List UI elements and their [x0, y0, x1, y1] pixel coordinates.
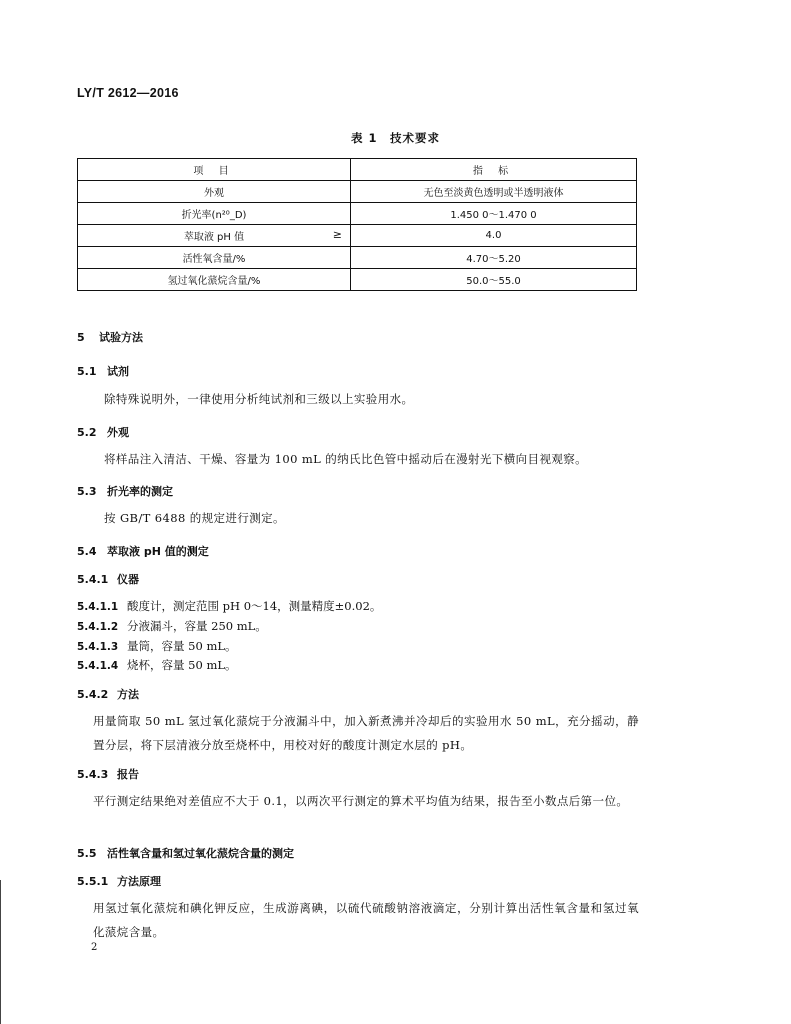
row-item: 活性氧含量/% [78, 247, 351, 269]
row-item [78, 225, 351, 247]
row-value: 50.0～55.0 [351, 269, 637, 291]
section-5-1-heading [77, 363, 129, 379]
list-item [77, 618, 267, 634]
section-title: 试验方法 [99, 331, 143, 344]
section-number: 5.4.1 [77, 573, 109, 586]
section-5-4-3-text: 平行测定结果绝对差值应不大于 0.1，以两次平行测定的算术平均值为结果，报告至小数点后第一位。 [93, 794, 629, 808]
scan-edge-line [0, 880, 1, 1024]
section-5-3-text: 按 GB/T 6488 的规定进行测定。 [104, 511, 285, 525]
item-number: 5.4.1.3 [77, 641, 119, 653]
tech-requirements-table [77, 158, 637, 291]
section-title: 方法原理 [117, 875, 161, 888]
item-text: 分液漏斗，容量 250 mL。 [127, 619, 267, 633]
section-title: 活性氧含量和氢过氧化蒎烷含量的测定 [107, 847, 294, 860]
column-header-index: 指 标 [351, 159, 637, 181]
section-title: 方法 [117, 688, 139, 701]
section-5-4-2-heading [77, 686, 139, 702]
section-title: 萃取液 pH 值的测定 [107, 545, 209, 558]
section-number: 5.1 [77, 365, 97, 378]
section-5-5-1-text: 用氢过氧化蒎烷和碘化钾反应，生成游离碘，以硫代硫酸钠溶液滴定，分别计算出活性氧含量和氢过氧化蒎烷含量。 [93, 901, 639, 939]
table-row [78, 203, 637, 225]
column-header-item: 项 目 [78, 159, 351, 181]
section-5-5-1-heading [77, 873, 161, 889]
section-title: 试剂 [107, 365, 129, 378]
row-item: 外观 [78, 181, 351, 203]
section-5-1-text: 除特殊说明外，一律使用分析纯试剂和三级以上实验用水。 [104, 392, 414, 406]
section-number: 5 [77, 331, 85, 344]
section-5-3-heading [77, 483, 173, 499]
item-number: 5.4.1.2 [77, 621, 119, 633]
row-item: 折光率(n²⁰_D) [78, 203, 351, 225]
section-title: 折光率的测定 [107, 485, 173, 498]
list-item [77, 638, 237, 654]
table-row [78, 269, 637, 291]
section-5-2-text: 将样品注入清洁、干燥、容量为 100 mL 的纳氏比色管中摇动后在漫射光下横向目视观察。 [104, 452, 588, 466]
table-header-row [78, 159, 637, 181]
section-number: 5.5 [77, 847, 97, 860]
section-5-4-3-heading [77, 766, 139, 782]
table-row [78, 181, 637, 203]
section-5-2-heading [77, 424, 129, 440]
item-text: 酸度计，测定范围 pH 0～14，测量精度±0.02。 [127, 599, 382, 613]
section-number: 5.4.3 [77, 768, 109, 781]
section-5-4-1-heading [77, 571, 139, 587]
section-title: 外观 [107, 426, 129, 439]
section-5-heading [77, 329, 143, 345]
section-title: 报告 [117, 768, 139, 781]
row-item-label: 萃取液 pH 值 [183, 232, 245, 243]
section-number: 5.4 [77, 545, 97, 558]
row-value: 1.450 0～1.470 0 [351, 203, 637, 225]
table-row [78, 247, 637, 269]
section-5-4-2-text: 用量筒取 50 mL 氢过氧化蒎烷于分液漏斗中，加入新煮沸并冷却后的实验用水 50 mL，充分摇动，静置分层，将下层清液分放至烧杯中，用校对好的酸度计测定水层的 pH。 [93, 714, 639, 752]
list-item [77, 598, 381, 614]
row-operator: ≥ [332, 228, 342, 241]
row-value: 4.0 [351, 225, 637, 247]
section-number: 5.2 [77, 426, 97, 439]
item-number: 5.4.1.1 [77, 601, 119, 613]
item-number: 5.4.1.4 [77, 660, 119, 672]
section-5-4-heading [77, 543, 209, 559]
section-5-5-heading [77, 845, 294, 861]
row-value: 无色至淡黄色透明或半透明液体 [351, 181, 637, 203]
section-number: 5.5.1 [77, 875, 109, 888]
standard-code: LY/T 2612—2016 [77, 86, 179, 100]
section-number: 5.4.2 [77, 688, 109, 701]
row-item: 氢过氧化蒎烷含量/% [78, 269, 351, 291]
table-row [78, 225, 637, 247]
item-text: 烧杯，容量 50 mL。 [127, 658, 237, 672]
table-caption: 表 1 技术要求 [350, 131, 440, 145]
section-title: 仪器 [117, 573, 139, 586]
page-number: 2 [91, 942, 98, 953]
list-item [77, 657, 237, 673]
row-value: 4.70～5.20 [351, 247, 637, 269]
item-text: 量筒，容量 50 mL。 [127, 639, 237, 653]
section-number: 5.3 [77, 485, 97, 498]
